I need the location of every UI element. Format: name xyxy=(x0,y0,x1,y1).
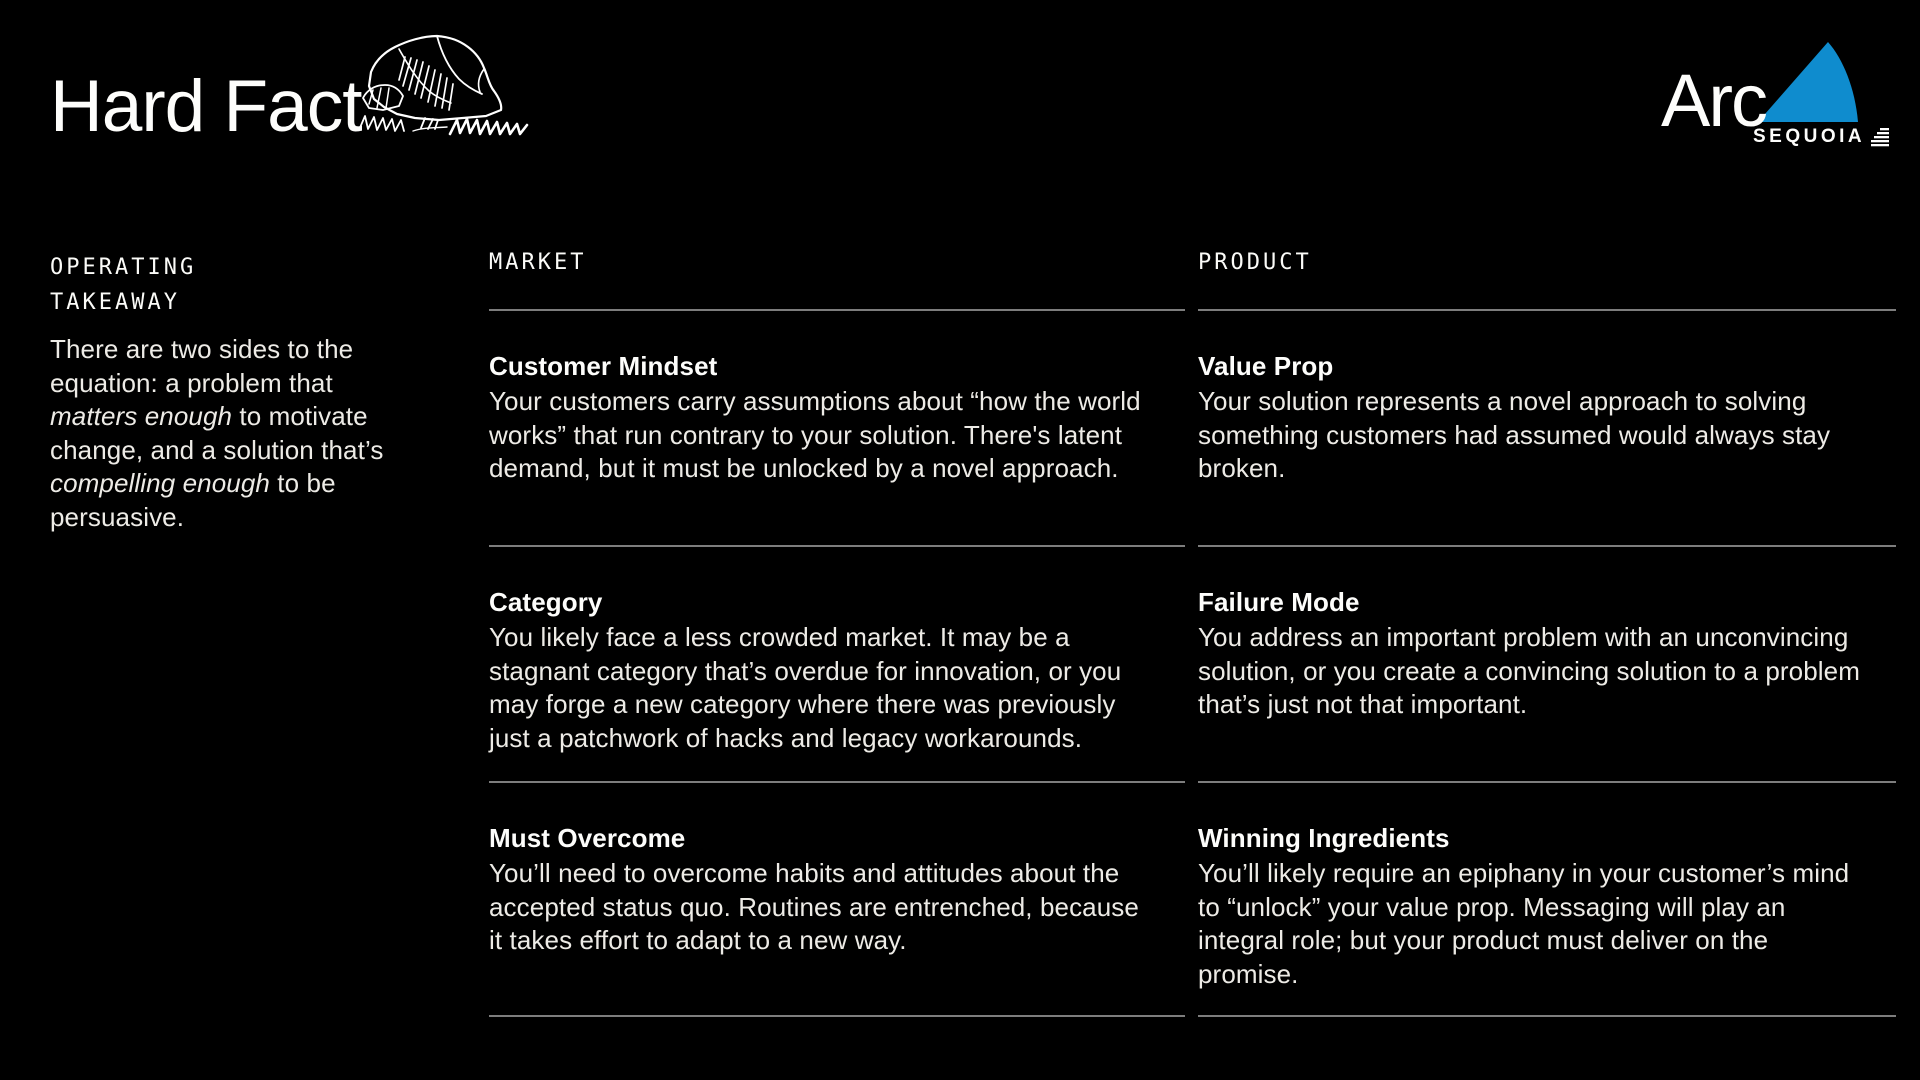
section-body: You address an important problem with an unconvincing solution, or you create a convincing solution to a problem that’s just not that important. xyxy=(1198,622,1860,719)
arc-wordmark: Arc xyxy=(1661,59,1766,142)
section-body: Your customers carry assumptions about “how the world works” that run contrary to your solution. There's latent demand, but it must be unlocked by a novel approach. xyxy=(489,386,1141,483)
sequoia-wordmark: SEQUOIA xyxy=(1753,126,1866,147)
takeaway-text xyxy=(50,333,390,534)
takeaway-header-line2: TAKEAWAY xyxy=(50,290,180,315)
arc-triangle-icon xyxy=(1752,36,1872,122)
section-category xyxy=(489,545,1185,781)
section-heading: Customer Mindset xyxy=(489,351,718,381)
section-customer-mindset xyxy=(489,309,1185,545)
takeaway-text-part: There are two sides to the equation: a problem that xyxy=(50,334,354,398)
section-heading: Winning Ingredients xyxy=(1198,823,1450,853)
takeaway-text-part: to be persuasive. xyxy=(50,468,336,532)
section-body: Your solution represents a novel approach to solving something customers had assumed would always stay broken. xyxy=(1198,386,1831,483)
market-column xyxy=(489,250,1185,1017)
section-heading: Failure Mode xyxy=(1198,587,1360,617)
section-body: You’ll need to overcome habits and attitudes about the accepted status quo. Routines are entrenched, because it takes effort to adapt to a new way. xyxy=(489,858,1139,955)
takeaway-header-line1: OPERATING xyxy=(50,255,197,280)
takeaway-text-italic: matters enough xyxy=(50,401,233,431)
page-title: Hard Fact xyxy=(50,66,362,147)
sequoia-rings-icon xyxy=(1870,127,1890,147)
product-column xyxy=(1198,250,1896,1017)
market-column-header: MARKET xyxy=(489,250,587,275)
section-heading: Must Overcome xyxy=(489,823,686,853)
takeaway-text-italic: compelling enough xyxy=(50,468,270,498)
rock-illustration xyxy=(355,28,533,140)
operating-takeaway-column xyxy=(50,250,390,534)
section-body: You likely face a less crowded market. It may be a stagnant category that’s overdue for innovation, or you may forge a new category where there was previously just a patchwork of hacks and legacy workarounds. xyxy=(489,622,1122,753)
section-must-overcome xyxy=(489,781,1185,1017)
takeaway-text-part: to motivate change, and a solution that’s xyxy=(50,401,384,465)
section-heading: Value Prop xyxy=(1198,351,1334,381)
section-failure-mode xyxy=(1198,545,1896,781)
section-heading: Category xyxy=(489,587,603,617)
section-winning-ingredients xyxy=(1198,781,1896,1017)
sequoia-arc-logo xyxy=(1655,30,1895,155)
section-value-prop xyxy=(1198,309,1896,545)
product-column-header: PRODUCT xyxy=(1198,250,1312,275)
section-body: You’ll likely require an epiphany in your customer’s mind to “unlock” your value prop. Messaging will play an integral role; but your product must deliver on the promise. xyxy=(1198,858,1850,989)
